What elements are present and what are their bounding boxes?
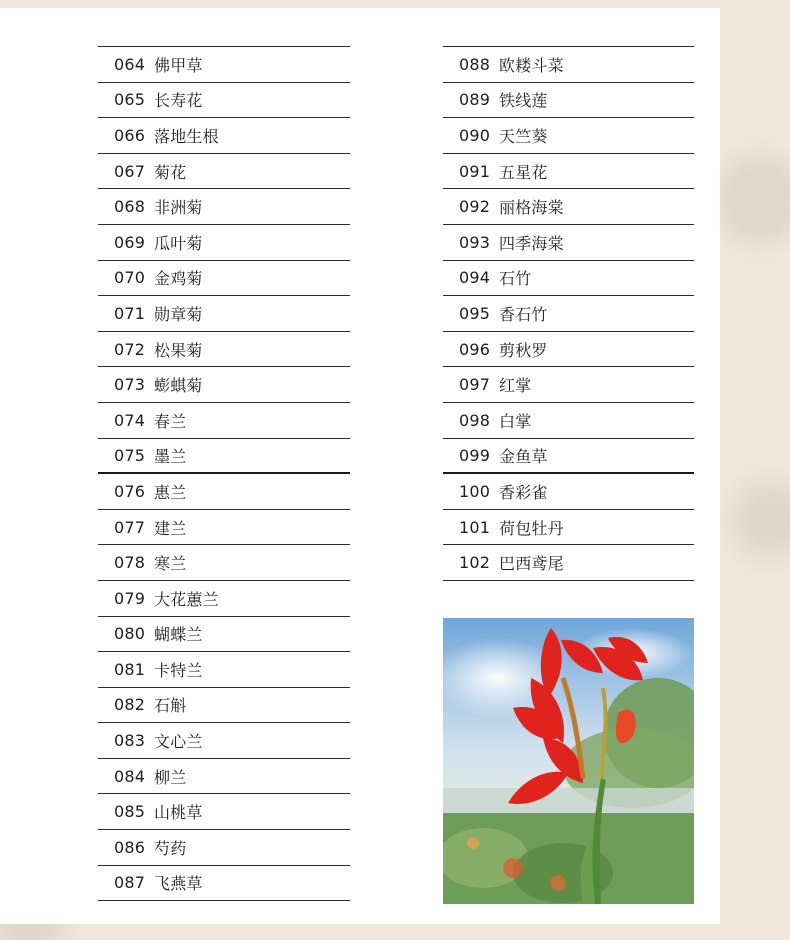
entry-number: 075 [114, 445, 146, 465]
entry-number: 073 [114, 375, 146, 395]
contents-entry [443, 118, 694, 154]
contents-entry [443, 545, 694, 581]
contents-entry [98, 189, 350, 225]
contents-entry [443, 439, 694, 475]
contents-entry [443, 474, 694, 510]
contents-entry [98, 439, 350, 475]
entry-number: 083 [114, 731, 146, 751]
contents-list-left [98, 46, 350, 901]
entry-title: 四季海棠 [499, 233, 564, 253]
entry-number: 091 [459, 161, 491, 181]
entry-title: 惠兰 [154, 482, 187, 502]
entry-title: 松果菊 [154, 340, 203, 360]
entry-number: 100 [459, 481, 491, 501]
canna-flower-photo [443, 618, 694, 904]
entry-title: 瓜叶菊 [154, 233, 203, 253]
entry-number: 092 [459, 197, 491, 217]
entry-number: 067 [114, 161, 146, 181]
entry-title: 天竺葵 [499, 126, 548, 146]
contents-entry [98, 261, 350, 297]
contents-entry [98, 723, 350, 759]
entry-number: 101 [459, 517, 491, 537]
contents-entry [98, 652, 350, 688]
entry-number: 077 [114, 517, 146, 537]
entry-number: 079 [114, 588, 146, 608]
entry-number: 084 [114, 766, 146, 786]
entry-title: 落地生根 [154, 126, 219, 146]
contents-entry [443, 332, 694, 368]
contents-list-right [443, 46, 694, 581]
entry-title: 建兰 [154, 518, 187, 538]
entry-title: 卡特兰 [154, 660, 203, 680]
contents-entry [443, 83, 694, 119]
entry-number: 068 [114, 197, 146, 217]
entry-title: 香彩雀 [499, 482, 548, 502]
contents-entry [443, 154, 694, 190]
entry-title: 芍药 [154, 838, 187, 858]
entry-number: 064 [114, 54, 146, 74]
contents-entry [98, 332, 350, 368]
entry-number: 097 [459, 375, 491, 395]
entry-number: 096 [459, 339, 491, 359]
entry-number: 090 [459, 125, 491, 145]
contents-entry [98, 83, 350, 119]
contents-entry [98, 225, 350, 261]
contents-entry [98, 47, 350, 83]
contents-entry [98, 759, 350, 795]
contents-entry [98, 545, 350, 581]
contents-entry [98, 296, 350, 332]
entry-number: 069 [114, 232, 146, 252]
entry-title: 寒兰 [154, 554, 187, 574]
entry-number: 087 [114, 873, 146, 893]
contents-entry [98, 617, 350, 653]
entry-title: 佛甲草 [154, 55, 203, 75]
contents-entry [98, 403, 350, 439]
contents-entry [443, 403, 694, 439]
contents-entry [98, 581, 350, 617]
entry-number: 078 [114, 553, 146, 573]
entry-title: 欧耧斗菜 [499, 55, 564, 75]
entry-title: 剪秋罗 [499, 340, 548, 360]
entry-number: 076 [114, 481, 146, 501]
contents-entry [98, 367, 350, 403]
entry-number: 071 [114, 303, 146, 323]
entry-title: 白掌 [499, 411, 532, 431]
entry-title: 大花蕙兰 [154, 589, 219, 609]
contents-entry [443, 47, 694, 83]
entry-title: 墨兰 [154, 446, 187, 466]
entry-number: 099 [459, 445, 491, 465]
contents-entry [98, 510, 350, 546]
contents-entry [443, 510, 694, 546]
entry-title: 长寿花 [154, 91, 203, 111]
contents-entry [98, 866, 350, 902]
entry-number: 088 [459, 54, 491, 74]
entry-title: 金鱼草 [499, 446, 548, 466]
entry-title: 蟛蜞菊 [154, 376, 203, 396]
contents-entry [98, 688, 350, 724]
entry-title: 文心兰 [154, 732, 203, 752]
entry-number: 066 [114, 125, 146, 145]
entry-number: 074 [114, 410, 146, 430]
entry-number: 094 [459, 268, 491, 288]
contents-entry [443, 367, 694, 403]
contents-entry [98, 794, 350, 830]
book-page [0, 8, 720, 924]
contents-entry [443, 296, 694, 332]
entry-title: 丽格海棠 [499, 198, 564, 218]
entry-number: 080 [114, 624, 146, 644]
entry-number: 098 [459, 410, 491, 430]
entry-number: 081 [114, 659, 146, 679]
entry-title: 金鸡菊 [154, 269, 203, 289]
entry-title: 五星花 [499, 162, 548, 182]
entry-number: 082 [114, 695, 146, 715]
entry-number: 065 [114, 90, 146, 110]
entry-number: 095 [459, 303, 491, 323]
contents-entry [443, 261, 694, 297]
contents-entry [98, 474, 350, 510]
contents-entry [98, 118, 350, 154]
contents-entry [98, 154, 350, 190]
entry-title: 铁线莲 [499, 91, 548, 111]
entry-title: 春兰 [154, 411, 187, 431]
entry-title: 山桃草 [154, 803, 203, 823]
entry-title: 巴西鸢尾 [499, 554, 564, 574]
entry-number: 086 [114, 837, 146, 857]
entry-title: 非洲菊 [154, 198, 203, 218]
entry-number: 102 [459, 553, 491, 573]
entry-title: 荷包牡丹 [499, 518, 564, 538]
contents-entry [443, 189, 694, 225]
entry-title: 柳兰 [154, 767, 187, 787]
entry-title: 红掌 [499, 376, 532, 396]
entry-number: 089 [459, 90, 491, 110]
entry-number: 072 [114, 339, 146, 359]
entry-number: 093 [459, 232, 491, 252]
entry-title: 石竹 [499, 269, 532, 289]
entry-title: 石斛 [154, 696, 187, 716]
contents-entry [98, 830, 350, 866]
entry-title: 飞燕草 [154, 874, 203, 894]
entry-title: 菊花 [154, 162, 187, 182]
entry-number: 085 [114, 802, 146, 822]
entry-title: 香石竹 [499, 304, 548, 324]
entry-title: 蝴蝶兰 [154, 625, 203, 645]
contents-entry [443, 225, 694, 261]
entry-number: 070 [114, 268, 146, 288]
entry-title: 勋章菊 [154, 304, 203, 324]
